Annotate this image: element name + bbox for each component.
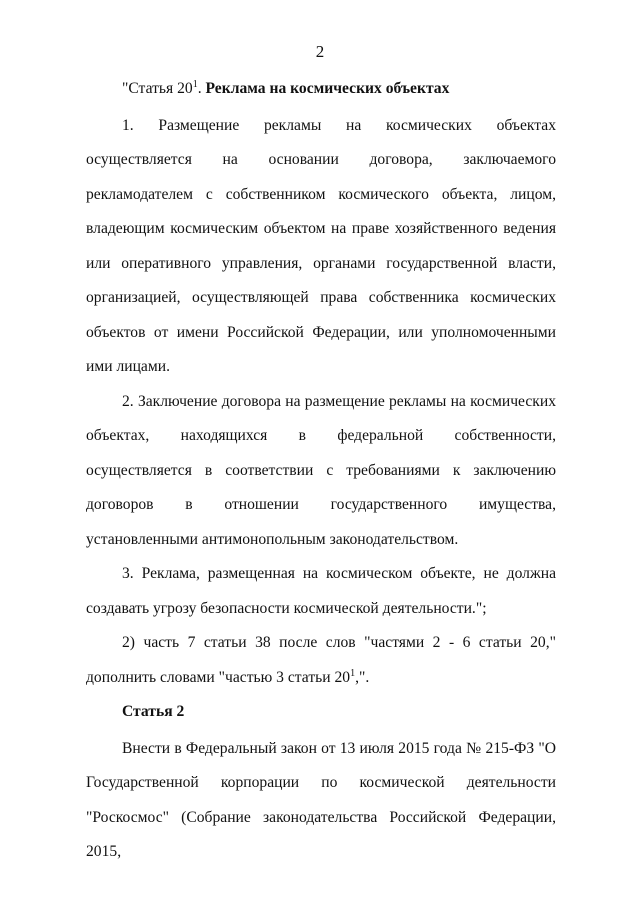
article-20-1-title: Реклама на космических объектах: [205, 80, 450, 97]
paragraph-2: 2. Заключение договора на размещение рекламы на космических объектах, находящихся в федеральной собственности, осуществляется в соответствии с требованиями к заключению договоров в отношении государственного имущества, установленными антимонопольным законодательством.: [86, 392, 556, 548]
article-2-text: Внести в Федеральный закон от 13 июля 2015 года № 215-ФЗ "О Государственной корпорации по космической деятельности "Роскосмос" (Собрание законодательства Российской Федерации, 2015,: [86, 739, 556, 860]
amendment-superscript: 1: [350, 667, 356, 679]
paragraph-1: 1. Размещение рекламы на космических объектах осуществляется на основании договора, заключаемого рекламодателем с собственником космического объекта, лицом, владеющим космическим объектом на праве хозяйственного ведения или оперативного управления, органами государственной власти, организацией, осуществляющей права собственника космических объектов от имени Российской Федерации, или уполномоченными ими лицами.: [86, 116, 556, 375]
article-2-heading: Статья 2: [122, 703, 185, 720]
paragraph-3: 3. Реклама, размещенная на космическом объекте, не должна создавать угрозу безопасности космической деятельности.";: [86, 565, 556, 617]
article-20-1-dot: .: [197, 80, 206, 97]
article-20-1-prefix: "Статья 20: [122, 80, 193, 97]
page-number: 2: [315, 42, 325, 61]
amendment-text: 2) часть 7 статьи 38 после слов "частями 2 - 6 статьи 20," дополнить словами "частью 3 статьи 20: [86, 634, 556, 686]
article-20-1-heading: [86, 72, 556, 107]
document-body: [86, 72, 556, 870]
amendment-end: ,".: [355, 668, 370, 686]
paragraph-amendment-part-7: [86, 626, 556, 695]
article-20-1-superscript: 1: [192, 79, 198, 90]
